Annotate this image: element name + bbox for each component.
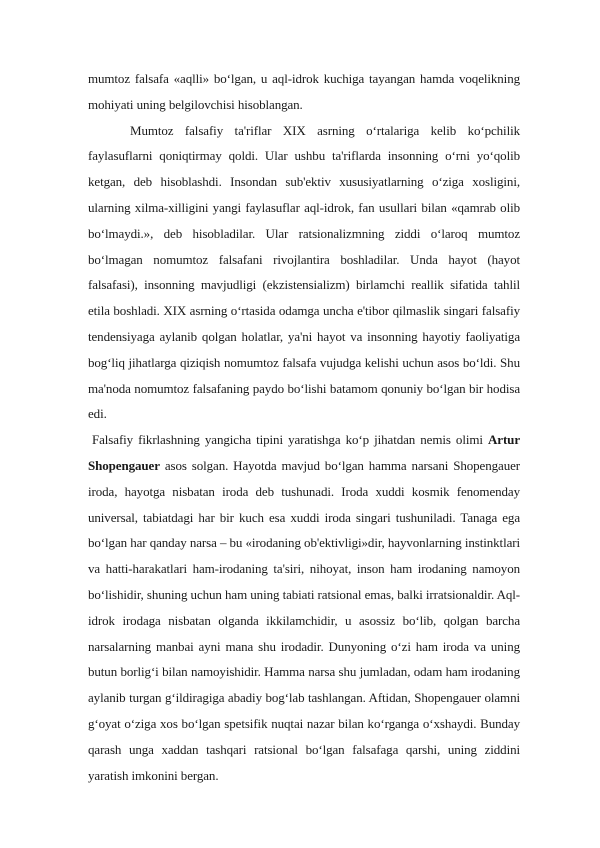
paragraph-3 — [88, 427, 520, 788]
paragraph-1 — [88, 66, 520, 118]
paragraph-3-text-after: asos solgan. Hayotda mavjud bo‘lgan hamma narsani Shopengauer iroda, hayotga nisbatan iroda deb tushunadi. Iroda xuddi kosmik fenomenday universal, tabiatdagi har bir kuch esa xuddi iroda singari tushuniladi. Tanaga ega bo‘lgan har qanday narsa – bu «irodaning ob'ektivligi»dir, hayvonlarning instinktlari va hatti-harakatlari ham-irodaning ta'siri, nihoyat, inson ham irodaning namoyon bo‘lishidir, shuning uchun ham uning tabiati ratsional emas, balki irratsionaldir. Aql-idrok irodaga nisbatan olganda ikkilamchidir, u asossiz bo‘lib, qolgan barcha narsalarning manbai ayni mana shu irodadir. Dunyoning o‘zi ham iroda va uning butun borlig‘i bilan namoyishidir. Hamma narsa shu jumladan, odam ham irodaning aylanib turgan g‘ildiragiga abadiy bog‘lab tashlangan. Aftidan, Shopengauer olamni g‘oyat o‘ziga xos bo‘lgan spetsifik nuqtai nazar bilan ko‘rganga o‘xshaydi. Bunday qarash unga xaddan tashqari ratsional bo‘lgan falsafaga qarshi, uning ziddini yaratish imkonini bergan. — [88, 457, 520, 783]
paragraph-3-text-before: Falsafiy fikrlashning yangicha tipini yaratishga ko‘p jihatdan nemis olimi — [92, 432, 483, 448]
paragraph-2 — [88, 118, 520, 428]
author-name: Artur Shopengauer — [88, 432, 520, 473]
paragraph-2-text: Mumtoz falsafiy ta'riflar XIX asrning o‘rtalariga kelib ko‘pchilik faylasuflarni qoniqtirmay qoldi. Ular ushbu ta'riflarda insonning o‘rni yo‘qolib ketgan, deb hisoblashdi. Insondan sub'ektiv xususiyatlarning o‘ziga xosligini, ularning xilma-xilligini yangi faylasuflar aql-idrok, fan usullari bilan «qamrab olib bo‘lmaydi.», deb hisobladilar. Ular ratsionalizmning ziddi o‘laroq mumtoz bo‘lmagan nomumtoz falsafani rivojlantira boshladilar. Unda hayot (hayot falsafasi), insonning mavjudligi (ekzistensializm) birlamchi reallik sifatida tahlil etila boshladi. XIX asrning o‘rtasida odamga uncha e'tibor qilmaslik singari falsafiy tendensiyaga aylanib qolgan holatlar, ya'ni hayot va insonning hayotiy faoliyatiga bog‘liq jihatlarga qiziqish nomumtoz falsafa vujudga kelishi uchun asos bo‘ldi. Shu ma'noda nomumtoz falsafaning paydo bo‘lishi batamom qonuniy bo‘lgan bir hodisa edi. — [88, 122, 520, 422]
paragraph-1-text: mumtoz falsafa «aqlli» bo‘lgan, u aql-idrok kuchiga tayangan hamda voqelikning mohiyati uning belgilovchisi hisoblangan. — [88, 71, 520, 112]
body-text — [88, 66, 520, 788]
